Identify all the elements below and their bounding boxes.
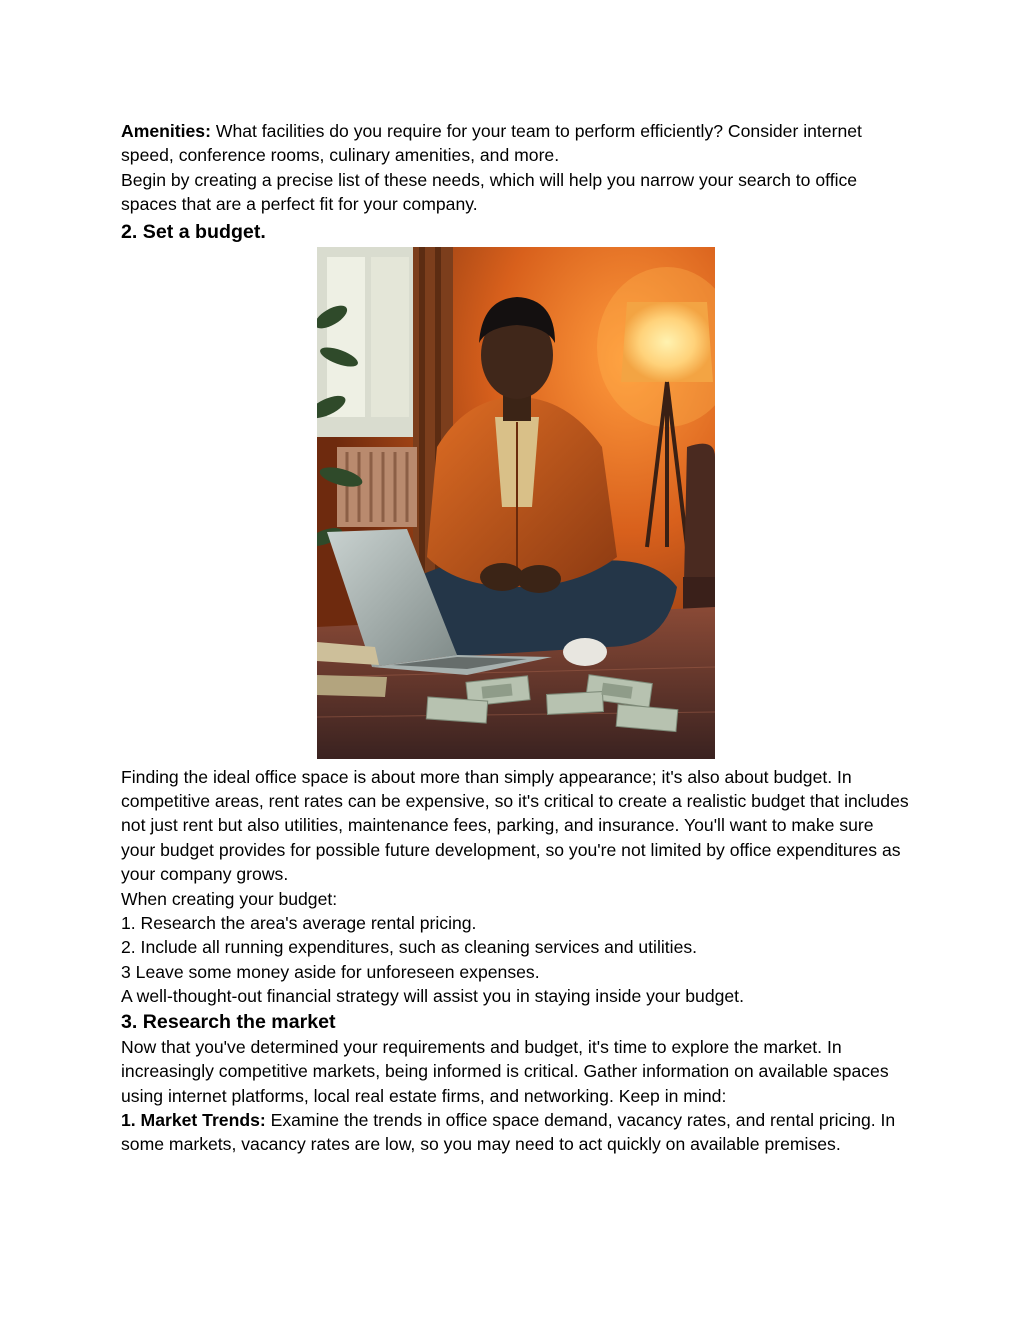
amenities-label: Amenities: [121, 121, 211, 141]
intro-paragraph: Begin by creating a precise list of these needs, which will help you narrow your search to office spaces that are a perfect fit for your company. [121, 169, 858, 215]
market-trends-text: Examine the trends in office space demand, vacancy rates, and rental pricing. In some markets, vacancy rates are low, so you may need to act quickly on available premises. [121, 1109, 896, 1155]
photo-man-with-laptop-and-money [317, 247, 715, 759]
section-3-heading: 3. Research the market [121, 1010, 336, 1033]
market-paragraph: Now that you've determined your requirements and budget, it's time to explore the market. In increasingly competitive markets, being informed is critical. Gather information on available spaces using internet platforms, local real estate firms, and networking. Keep in mind: [121, 1036, 889, 1106]
amenities-paragraph [121, 119, 911, 168]
budget-list-item: 1. Research the area's average rental pricing. [121, 913, 477, 934]
budget-list-item: 2. Include all running expenditures, such as cleaning services and utilities. [121, 937, 698, 958]
section-2-heading: 2. Set a budget. [121, 220, 266, 243]
budget-list-item: 3 Leave some money aside for unforeseen expenses. [121, 961, 540, 982]
budget-paragraph: Finding the ideal office space is about more than simply appearance; it's also about budget. In competitive areas, rent rates can be expensive, so it's critical to create a realistic budget that includes not just rent but also utilities, maintenance fees, parking, and insurance. You'll want to make sure your budget provides for possible future development, so you're not limited by office expenditures as your company grows. [121, 766, 909, 885]
document-page [121, 119, 911, 1157]
amenities-text: What facilities do you require for your team to perform efficiently? Consider internet speed, conference rooms, culinary amenities, and more. [121, 121, 862, 166]
budget-figure [121, 247, 911, 759]
budget-closing: A well-thought-out financial strategy will assist you in staying inside your budget. [121, 986, 744, 1007]
market-trends-paragraph [121, 1108, 911, 1157]
budget-list-intro: When creating your budget: [121, 888, 338, 909]
market-trends-label: 1. Market Trends: [121, 1109, 266, 1130]
